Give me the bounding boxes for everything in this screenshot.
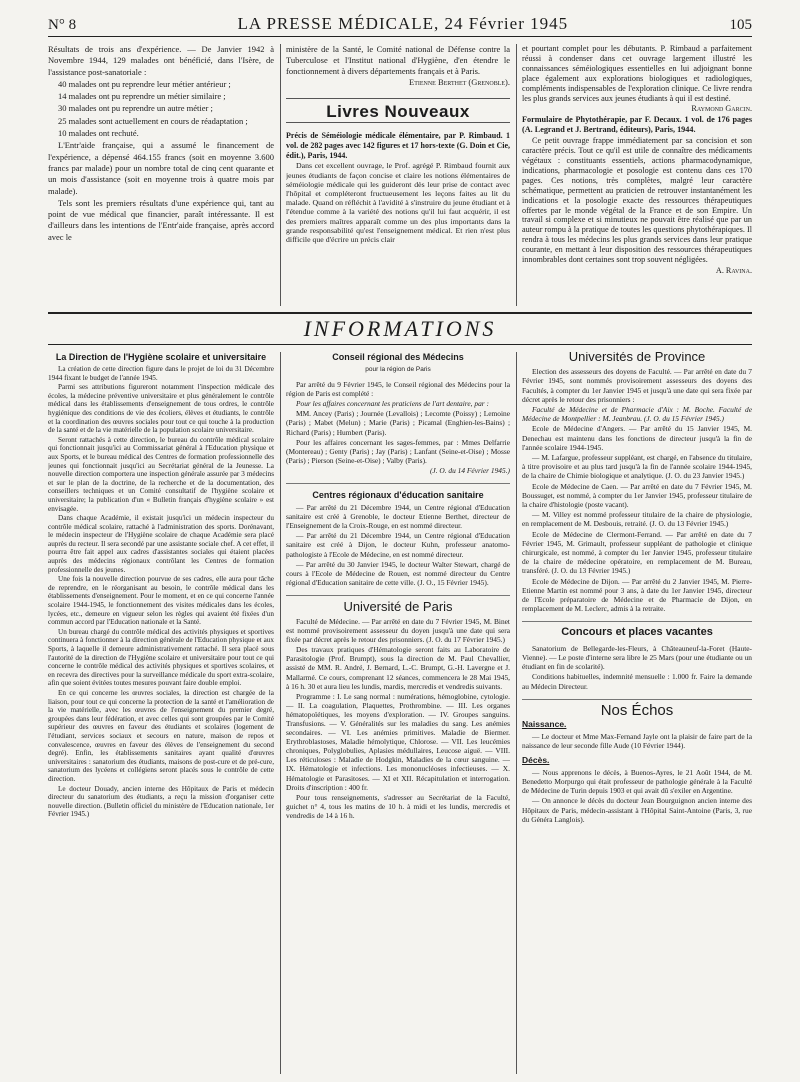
top-column-3 [522,44,752,308]
book-title: Formulaire de Phytothérapie, par F. Decaux. 1 vol. de 176 pages (A. Legrand et J. Bertrand, éditeurs), Paris, 1944. [522,115,752,135]
paragraph: Sanatorium de Bellegarde-les-Fleurs, à Châteauneuf-la-Foret (Haute-Vienne). — Le poste d'interne sera libre le 25 Mars (pour une étudiante ou un étudiant en fin de scolarité). [522,643,752,672]
paragraph: Dans chaque Académie, il existait jusqu'ici un médecin inspecteur du contrôle médical scolaire, rattaché à l'administration des sports. Dorénavant, le médecin inspecteur de l'Hygiène scolaire de chaque Académie sera placé auprès du recteur. Il sera secondé par une assistante sociale chef. A cet effet, il pourra être fait appel aux cadres d'assistantes sociales qui étaient placées auprès des médecins régionaux contrôlant les Centres de formation professionnelle des jeunes. [48,514,274,574]
journal-name: LA PRESSE MÉDICALE, [237,14,440,33]
paragraph: Tels sont les premiers résultats d'une expérience qui, tant au point de vue médical que financier, paraît intéressante. Il est d'ailleurs dans les intentions de l'Entr'aide française, après accord avec le [48,197,274,242]
paragraph: Faculté de Médecine. — Par arrêté en date du 7 Février 1945, M. Binet est nommé provisoirement assesseur du doyen jusqu'à une date qui sera fixée par décret après le retour des prisonniers. (J. O. du 17 Février 1945.) [286,616,510,645]
paragraph: Ecole de Médecine de Dijon. — Par arrêté du 2 Janvier 1945, M. Pierre-Etienne Martin est nommé pour 3 ans, à date du 1er Janvier 1945, directeur de l'Ecole préparatoire de Médecine et de Pharmacie de Dijon, en remplacement de M. Leclerc, admis à la retraite. [522,576,752,614]
paragraph: ministère de la Santé, le Comité national de Défense contre la Tuberculose et l'Institut national d'Hygiène, d'en étendre le fonctionnement à divers départements français et à Paris. [286,44,510,76]
paragraph: 25 malades sont actuellement en cours de réadaptation ; [58,115,248,126]
paragraph: (J. O. du 14 Février 1945.) [429,465,510,475]
issue-number: N° 8 [48,17,77,33]
signature: Raymond Garcin. [691,104,752,114]
paragraph: Par arrêté du 9 Février 1945, le Conseil régional des Médecins pour la région de Paris est complété : [286,380,510,399]
paragraph: Le docteur Douady, ancien interne des Hôpitaux de Paris et médecin directeur du sanatorium des étudiants, a reçu la mission d'organiser cette nouvelle direction. (Bulletin officiel du ministère de l'Education nationale, 1er Février 1945.) [48,784,274,819]
paragraph: Election des assesseurs des doyens de Faculté. — Par arrêté en date du 7 Février 1945, sont nommés provisoirement assesseurs des doyens des Facultés, à compter du 1er Janvier 1945 et jusqu'à une date qui sera fixée par décret après le retour des prisonniers : [522,367,752,404]
journal-title [237,14,568,34]
paragraph: Un bureau chargé du contrôle médical des activités physiques et sportives continuera à fonctionner à la direction générale de l'Education physique et aux Sports, à laquelle il demeure administrativement rattaché. Il sera placé sous l'autorité de la direction de l'Hygiène scolaire et universitaire pour tout ce qui concerne le contrôle médical des activités physiques et sportives scolaires, et en recevra des directives pour la surveillance médicale du sport extra-scolaire, afin que soient évitées toutes mesures pouvant faire double emploi. [48,627,274,688]
paragraph: — Nous apprenons le décès, à Buenos-Ayres, le 21 Août 1944, de M. Benedetto Morpurgo qui était professeur de pathologie générale à la Faculté de Médecine de Turin depuis 1903 et qui avait dû s'exiler en Argentine. [522,767,752,796]
category-label: Décès. [522,754,550,765]
paragraph: — On annonce le décès du docteur Jean Bourguignon ancien interne des Hôpitaux de Paris, médecin-assistant à l'Hôpital Saint-Antoine (Paris, 3, rue du Généra Langlois). [522,796,752,824]
paragraph: La création de cette direction figure dans le projet de loi du 31 Décembre 1944 fixant le budget de l'année 1945. [48,365,274,382]
paragraph: En ce qui concerne les œuvres sociales, la direction est chargée de la liaison, pour tout ce qui concerne la protection de la santé et l'amélioration de la vie matérielle, avec les œuvres de l'enseignement du premier degré, groupées dans leur fédération, et avec celles qui sont groupées par le Comité supérieur des œuvres en faveur des étudiants et scolaires (logement de l'étudiant, services sociaux et secours en nature, maison de repos et convalescence, œuvres en faveur des élèves de l'enseignement du second degré). Enfin, les établissements sanitaires ayant qualité d'œuvres universitaires : sanatorium des étudiants, maisons de post-cure et de pré-cure, sanatorium des lycéens et collégiens seront placés sous le contrôle de cette direction. [48,688,274,783]
paragraph: — M. Villey est nommé professeur titulaire de la chaire de physiologie, en remplacement de M. Desbouis, retraité. (J. O. du 13 Février 1945.) [522,510,752,529]
column-rule [516,352,517,1074]
paragraph: Conditions habituelles, indemnité mensuelle : 1.000 fr. Faire la demande au Médecin Directeur. [522,672,752,691]
paragraph: L'Entr'aide française, qui a assumé le financement de l'expérience, a dépensé 464.155 francs (soit en moyenne 3.600 francs par malade) pour un nombre total de cinq cent quarante et un mois d'assistance (soit en moyenne trois à quatre mois par malade). [48,140,274,196]
column-conseil-universite [286,352,510,1078]
top-column-2 [286,44,510,308]
informations-banner [48,312,752,345]
paragraph: Des travaux pratiques d'Hématologie seront faits au Laboratoire de Parasitologie (Prof. Brumpt), sous la direction de M. Paul Chevallier, assisté de MM. R. André, J. Bernard, L.-C. Brumpt, G.-H. Lavergne et J. Mallarmé. Ce cours, comprenant 12 séances, commencera le 28 Mai 1945, à 16 h. 30 et aura lieu les lundis, mardis, mercredis et vendredis suivants. [286,645,510,691]
section-title: Nos Échos [522,699,752,715]
column-rule [280,44,281,306]
paragraph: 40 malades ont pu reprendre leur métier antérieur ; [58,78,231,89]
section-title: Universités de Province [568,352,706,364]
section-title: La Direction de l'Hygiène scolaire et universitaire [55,352,267,362]
paragraph: Pour les affaires concernant les sages-femmes, par : Mmes Delfarrie (Montereau) ; Genty (Paris) ; Jay (Paris) ; Lanfant (Seine-et-Oise) ; Mosse (Paris) ; Pierson (Seine-et-Oise) ; Valby (Paris). [286,437,510,465]
paragraph: MM. Ancey (Paris) ; Journée (Levallois) ; Lecomte (Poissy) ; Lemoine (Paris) ; Mabet (Melun) ; Marie (Paris) ; Picamal (Enghien-les-Bains) ; Richard (Paris) ; Humbert (Paris). [286,409,510,437]
paragraph: Ecole de Médecine d'Angers. — Par arrêté du 15 Janvier 1945, M. Denechau est maintenu dans les fonctions de directeur jusqu'à la fin de l'année scolaire 1944-1945. [522,424,752,452]
column-rule [516,44,517,306]
issue-date: 24 Février 1945 [444,14,569,33]
running-header [48,14,752,37]
paragraph: Une fois la nouvelle direction pourvue de ses cadres, elle aura pour tâche de reprendre, en le réorganisant au besoin, le contrôle médical dans les établissements d'enseignement. Pour le moment, et en ce qui concerne l'année scolaire 1944-1945, le fonctionnement des visites médicales dans les écoles, lycées, etc., demeure en vigueur selon les règles qui avaient été fixées d'un commun accord par l'Education nationale et la Santé. [48,575,274,627]
section-title: Centres régionaux d'éducation sanitaire [286,483,510,501]
paragraph: — Le docteur et Mme Max-Fernand Jayle ont la plaisir de faire part de la naissance de leur seconde fille Aude (10 Février 1944). [522,732,752,751]
paragraph: — Par arrêté du 30 Janvier 1945, le docteur Walter Stewart, chargé de cours à l'Ecole de Médecine de Rouen, est nommé directeur du Centre régional d'Education sanitaire de cette ville. (J. O., 15 Février 1945). [286,559,510,587]
paragraph: Ecole de Médecine de Clermont-Ferrand. — Par arrêté en date du 7 Février 1945, M. Grimault, professeur suppléant de pathologie et clinique chirurgicale, est nommé, à compter du 1er Janvier 1945, professeur titulaire de la chaire de médecine opératoire, en remplacement de M. Bureau, transféré. (J. O. du 13 Février 1945.) [522,529,752,576]
section-title: Concours et places vacantes [522,621,752,637]
book-review: Ce petit ouvrage frappe immédiatement par sa concision et son caractère précis. Tout ce qu'il est utile de connaître des médicaments végétaux : constituants essentiels, actions pharmacodynamique, indications, pharmacologie et posologie est contenu dans ces 170 pages. Ces notions, très complètes, malgré leur caractère schématique, permettent au praticien de retrouver instantanément les indications et la posologie exacte des ressources thérapeutiques offertes par le monde végétal de la France et de son Empire. Un travail si complexe et si minutieux ne pouvait être réalisé que par un auteur rompu à la pratique de toutes les questions phytothérapiques. Il rendra à tous les médecins les plus grands services dans leur pratique courante, en mettant à leur disposition des ressources thérapeutiques innombrables dont certaines sont trop souvent négligées. [522,136,752,265]
paragraph: 10 malades ont rechuté. [58,128,139,139]
paragraph: Résultats de trois ans d'expérience. — De Janvier 1942 à Novembre 1944, 129 malades ont bénéficié, dans l'Isère, de l'assistance post-sanatoriale : [48,44,274,77]
paragraph: Ecole de Médecine de Caen. — Par arrêté en date du 7 Février 1945, M. Boussuget, est nommé, à compter du 1er Janvier 1945, professeur titulaire de la chaire d'histologie (poste vacant). [522,481,752,510]
livres-nouveaux-heading: Livres Nouveaux [286,98,510,123]
paragraph: — Par arrêté du 21 Décembre 1944, un Centre régional d'Education sanitaire est créé à Grenoble, le docteur Etienne Berthet, directeur de l'Enseignement de la Croix-Rouge, en est nommé directeur. [286,503,510,531]
section-title: Conseil régional des Médecins [332,352,464,362]
paragraph: Pour tous renseignements, s'adresser au Secrétariat de la Faculté, guichet n° 4, tous les matins de 10 h. à midi et les lundis, mercredis et vendredis de 14 à 16 h. [286,792,510,820]
category-label: Naissance. [522,718,567,729]
paragraph: 14 malades ont pu reprendre un métier similaire ; [58,91,226,102]
page-number: 105 [729,17,752,33]
paragraph: Seront rattachés à cette direction, le bureau du contrôle médical scolaire qui fonctionnait jusqu'ici au Commissariat général à l'Education physique et aux Sports, et le bureau médical des Centres de formation professionnelle des jeunes qui fonctionnait jusqu'ici au Secrétariat général de la Jeunesse. La nouvelle direction comportera une inspection générale assurée par 3 médecins et sur le plan de la doctrine, de la recherche et de la documentation, des conseillers techniques et un Comité consultatif de l'hygiène scolaire et universitaire; la publication d'un « Bulletin français d'hygiène scolaire » est envisagée. [48,435,274,513]
paragraph: Parmi ses attributions figureront notamment l'inspection médicale des écoles, la médecine préventive universitaire et plus généralement le contrôle médical dans les établissements d'enseignement de tous ordres, le contrôle hygiénique des conditions de vie des écoliers, élèves et étudiants, le contrôle et la coordination des œuvres sociales pour tout ce qui touche à la production de la santé et de la vie matérielle de la population scolaire universitaire. [48,383,274,435]
book-review: Dans cet excellent ouvrage, le Prof. agrégé P. Rimbaud fournit aux jeunes étudiants de façon concise et claire les notions élémentaires de séméiologie médicale qui les guideront dès leur prise de contact avec l'hôpital et compléteront fructueusement les leçons faites au lit du malade. Quand on réfléchit à l'avidité à s'instruire du jeune étudiant et à l'étendue comme à la variété des notions qu'il lui faut acquérir, il est des premiers maîtres apparaît comme un des plus importants dans la grande responsabilité qu'est l'enseignement médical. Et rien n'est plus difficile que d'écrire un précis clair [286,161,510,244]
column-hygiene-scolaire [48,352,274,1078]
section-title: Université de Paris [286,595,510,611]
signature: A. Ravina. [715,265,752,275]
column-rule [280,352,281,1074]
informations-title: INFORMATIONS [303,316,497,341]
paragraph: — Par arrêté du 21 Décembre 1944, un Centre régional d'Education sanitaire est créé à Dijon, le docteur Kuhn, professeur anatomo-pathologiste à l'Ecole de Médecine, en est nommé directeur. [286,531,510,559]
column-province-echos [522,352,752,1078]
section-subtitle: pour la région de Paris [365,366,431,373]
paragraph: — M. Lafargue, professeur suppléant, est chargé, en l'absence du titulaire, à titre provisoire et au plus tard jusqu'à la fin de l'année scolaire 1944-1945, de la chaire de Chimie biologique et analytique. (J. O. du 23 Janvier 1945.) [522,453,752,481]
book-title: Précis de Séméiologie médicale élémentaire, par P. Rimbaud. 1 vol. de 282 pages avec 142 figures et 17 hors-texte (G. Doin et Cie, édit.), Paris, 1944. [286,130,510,160]
signature: Etienne Berthet (Grenoble). [409,77,510,88]
paragraph: Programme : I. Le sang normal : numérations, hémoglobine, cytologie. — II. La coagulation, Plaquettes, Prothrombine. — III. Les organes hématopoïétiques, les moyens d'exploration. — IV. Groupes sanguins. Transfusions. — V. Généralités sur les maladies du sang. Les anémies secondaires. — VI. Les anémies primitives. Maladie de Biermer. Erythroblastoses, Maladie hémolytique, Chlorose. — VII. Les leucémies chroniques, Polyglobulies, Aplasies médullaires, Leucose aiguë. — VIII. Les réticuloses : Maladie de Hodgkin, Maladies de la cœur sanguine. — IX. Hématologie et infections. Les mononucléoses infectieuses. — X. Hématologie et Parasitoses. — XI et XII. Récapitulation et interrogation. Droits d'inscription : 400 fr. [286,691,510,792]
paragraph: Faculté de Médecine et de Pharmacie d'Aix : M. Boche. Faculté de Médecine de Montpellier : M. Jeanbrau. (J. O. du 15 Février 1945.) [522,405,752,424]
paragraph: 30 malades ont pu reprendre un autre métier ; [58,103,213,114]
top-column-1 [48,44,274,308]
paragraph: et pourtant complet pour les débutants. P. Rimbaud a parfaitement réussi à condenser dans cet ouvrage largement illustré les connaissances séméiologiques essentielles en lui adjoignant bonne place également aux explorations biologiques et radiologiques, compléments indispensables de l'exploration clinique. Ce livre rendra les plus grands services aux jeunes étudiants à qui il est destiné. [522,44,752,103]
paragraph: Pour les affaires concernant les praticiens de l'art dentaire, par : [296,399,489,409]
